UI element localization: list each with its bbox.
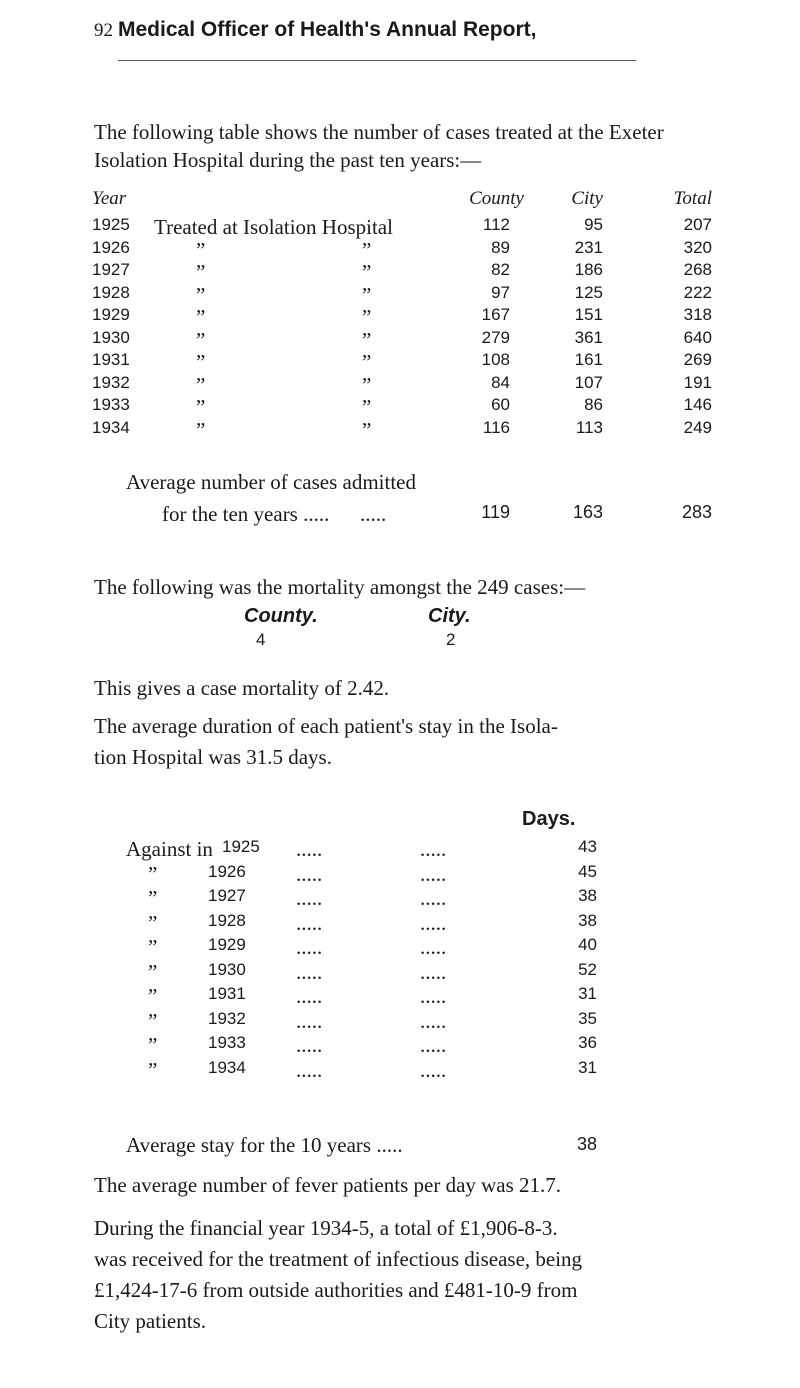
row-total: 222	[683, 282, 712, 302]
row-year: 1931	[92, 350, 130, 369]
row-ditto: ”	[362, 327, 372, 352]
row-ditto: ”	[196, 237, 206, 262]
report-title: Medical Officer of Health's Annual Report,	[118, 18, 537, 41]
average-row	[0, 502, 800, 528]
stay-row-dots: .....	[296, 910, 323, 935]
stay-row-dots: .....	[296, 935, 323, 959]
stay-row-year: 1931	[208, 984, 246, 1003]
stay-row-dots: .....	[420, 935, 447, 959]
row-county: 279	[481, 327, 510, 347]
stay-table-row	[0, 1033, 800, 1059]
average-city: 163	[572, 502, 603, 522]
row-ditto: ”	[196, 350, 206, 374]
average-label-line1: Average number of cases admitted	[126, 470, 416, 494]
stay-row-year: 1934	[208, 1057, 246, 1077]
stay-row-days: 31	[578, 984, 597, 1003]
row-city: 86	[584, 395, 603, 414]
stay-row-ditto: ”	[148, 1033, 158, 1057]
row-county: 82	[491, 260, 510, 279]
row-ditto: ”	[362, 305, 372, 329]
header-rule	[118, 60, 636, 61]
mortality-city-label: City.	[428, 605, 471, 627]
stay-table-row	[0, 984, 800, 1010]
row-county: 167	[481, 305, 510, 324]
stay-table-row	[0, 1058, 800, 1084]
stay-row-year: 1928	[208, 910, 246, 930]
row-county: 97	[491, 282, 510, 302]
stay-row-dots: .....	[420, 1057, 447, 1082]
row-year: 1926	[92, 237, 130, 257]
row-treatment-label: Treated at Isolation Hospital	[154, 215, 393, 239]
stay-row-dots: .....	[420, 837, 447, 861]
row-city: 231	[574, 237, 603, 257]
row-city: 186	[574, 260, 603, 279]
stay-row-dots: .....	[420, 959, 447, 984]
row-total: 269	[683, 350, 712, 369]
stay-row-year: 1930	[208, 959, 246, 979]
stay-row-year: 1926	[208, 861, 246, 881]
average-county: 119	[481, 502, 510, 522]
row-county: 60	[491, 395, 510, 414]
row-city: 151	[574, 305, 603, 324]
stay-row-dots: .....	[296, 837, 323, 861]
stay-row-dots: .....	[420, 886, 447, 910]
stay-row-year: 1929	[208, 935, 246, 954]
row-county: 112	[482, 215, 510, 234]
stay-row-days: 31	[578, 1057, 597, 1077]
row-year: 1929	[92, 305, 130, 324]
stay-row-ditto: ”	[148, 984, 158, 1008]
row-county: 89	[491, 237, 510, 257]
stay-row-year: 1925	[222, 837, 260, 856]
stay-row-dots: .....	[296, 1008, 323, 1033]
row-ditto: ”	[362, 417, 372, 442]
row-county: 108	[481, 350, 510, 369]
stay-row-ditto: ”	[148, 935, 158, 959]
row-total: 320	[683, 237, 712, 257]
row-city: 125	[574, 282, 603, 302]
stay-table-row	[0, 837, 800, 863]
cases-table-row	[0, 418, 800, 444]
row-ditto: ”	[196, 417, 206, 442]
row-total: 640	[683, 327, 712, 347]
financial-line2: was received for the treatment of infectious disease, being	[94, 1247, 583, 1271]
stay-row-days: 38	[578, 910, 597, 930]
row-year: 1934	[92, 417, 130, 437]
row-total: 268	[683, 260, 712, 279]
stay-row-dots: .....	[296, 1033, 323, 1057]
row-county: 116	[482, 417, 510, 437]
stay-row-prefix: Against in	[126, 837, 213, 861]
row-total: 146	[683, 395, 712, 414]
row-total: 207	[683, 215, 712, 234]
stay-row-dots: .....	[420, 1033, 447, 1057]
stay-row-days: 35	[578, 1008, 597, 1028]
stay-table-row	[0, 911, 800, 937]
stay-row-year: 1927	[208, 886, 246, 905]
financial-line4: City patients.	[94, 1309, 206, 1333]
case-mortality-text: This gives a case mortality of 2.42.	[94, 676, 390, 700]
mortality-county-label: County.	[244, 605, 318, 627]
stay-row-ditto: ”	[148, 959, 158, 984]
average-dots: .....	[360, 502, 387, 526]
stay-row-days: 38	[578, 886, 597, 905]
row-ditto: ”	[196, 282, 206, 307]
row-ditto: ”	[196, 395, 206, 419]
financial-line1: During the financial year 1934-5, a total of £1,906-8-3.	[94, 1216, 558, 1240]
stay-row-year: 1932	[208, 1008, 246, 1028]
row-ditto: ”	[362, 282, 372, 307]
stay-row-dots: .....	[420, 910, 447, 935]
stay-row-dots: .....	[420, 984, 447, 1008]
stay-row-year: 1933	[208, 1033, 246, 1052]
row-total: 249	[683, 417, 712, 437]
row-ditto: ”	[362, 372, 372, 397]
stay-row-days: 52	[578, 959, 597, 979]
row-ditto: ”	[196, 327, 206, 352]
stay-table-row	[0, 1009, 800, 1035]
row-ditto: ”	[362, 350, 372, 374]
stay-row-days: 40	[578, 935, 597, 954]
mortality-city-value: 2	[446, 630, 456, 649]
header-total: Total	[673, 188, 712, 209]
row-ditto: ”	[196, 372, 206, 397]
stay-average-label: Average stay for the 10 years .....	[126, 1133, 403, 1157]
intro-paragraph: The following table shows the number of cases treated at the Exeter Isolation Hospital during the past ten years:—	[94, 120, 664, 172]
cases-table-header	[0, 188, 800, 214]
stay-header-days: Days.	[522, 808, 576, 830]
row-year: 1930	[92, 327, 130, 347]
row-city: 107	[574, 372, 603, 392]
stay-table-row	[0, 862, 800, 888]
row-county: 84	[491, 372, 510, 392]
stay-row-ditto: ”	[148, 1008, 158, 1033]
row-year: 1928	[92, 282, 130, 302]
row-ditto: ”	[362, 237, 372, 262]
average-label-line2: for the ten years .....	[162, 502, 330, 526]
row-year: 1927	[92, 260, 130, 279]
stay-table-row	[0, 886, 800, 912]
stay-row-days: 36	[578, 1033, 597, 1052]
stay-row-dots: .....	[296, 959, 323, 984]
stay-row-dots: .....	[296, 886, 323, 910]
row-year: 1933	[92, 395, 130, 414]
header-year: Year	[92, 188, 127, 209]
duration-line2: tion Hospital was 31.5 days.	[94, 745, 332, 769]
stay-row-ditto: ”	[148, 910, 158, 935]
fever-patients-text: The average number of fever patients per day was 21.7.	[94, 1173, 562, 1197]
row-city: 361	[574, 327, 603, 347]
header-county: County	[469, 188, 524, 209]
row-ditto: ”	[196, 260, 206, 284]
stay-row-dots: .....	[296, 861, 323, 886]
stay-table-row	[0, 935, 800, 961]
row-total: 191	[683, 372, 712, 392]
mortality-text: The following was the mortality amongst the 249 cases:—	[94, 575, 586, 599]
stay-row-ditto: ”	[148, 861, 158, 886]
stay-row-days: 43	[578, 837, 597, 856]
row-year: 1925	[92, 215, 130, 234]
row-city: 161	[574, 350, 603, 369]
stay-row-days: 45	[578, 861, 597, 881]
row-total: 318	[683, 305, 712, 324]
header-city: City	[571, 188, 603, 209]
stay-row-dots: .....	[296, 1057, 323, 1082]
stay-row-dots: .....	[420, 861, 447, 886]
page-number: 92	[94, 20, 113, 41]
row-ditto: ”	[362, 395, 372, 419]
mortality-county-value: 4	[256, 630, 266, 649]
row-city: 95	[584, 215, 603, 234]
stay-row-ditto: ”	[148, 886, 158, 910]
stay-row-ditto: ”	[148, 1057, 158, 1082]
stay-row-dots: .....	[420, 1008, 447, 1033]
financial-line3: £1,424-17-6 from outside authorities and £481-10-9 from	[94, 1278, 578, 1302]
stay-table-row	[0, 960, 800, 986]
row-ditto: ”	[362, 260, 372, 284]
average-total: 283	[681, 502, 712, 522]
stay-average-value: 38	[576, 1134, 597, 1154]
row-city: 113	[575, 417, 603, 437]
stay-row-dots: .....	[296, 984, 323, 1008]
row-year: 1932	[92, 372, 130, 392]
duration-line1: The average duration of each patient's stay in the Isola-	[94, 714, 558, 738]
row-ditto: ”	[196, 305, 206, 329]
page-header	[0, 20, 800, 56]
